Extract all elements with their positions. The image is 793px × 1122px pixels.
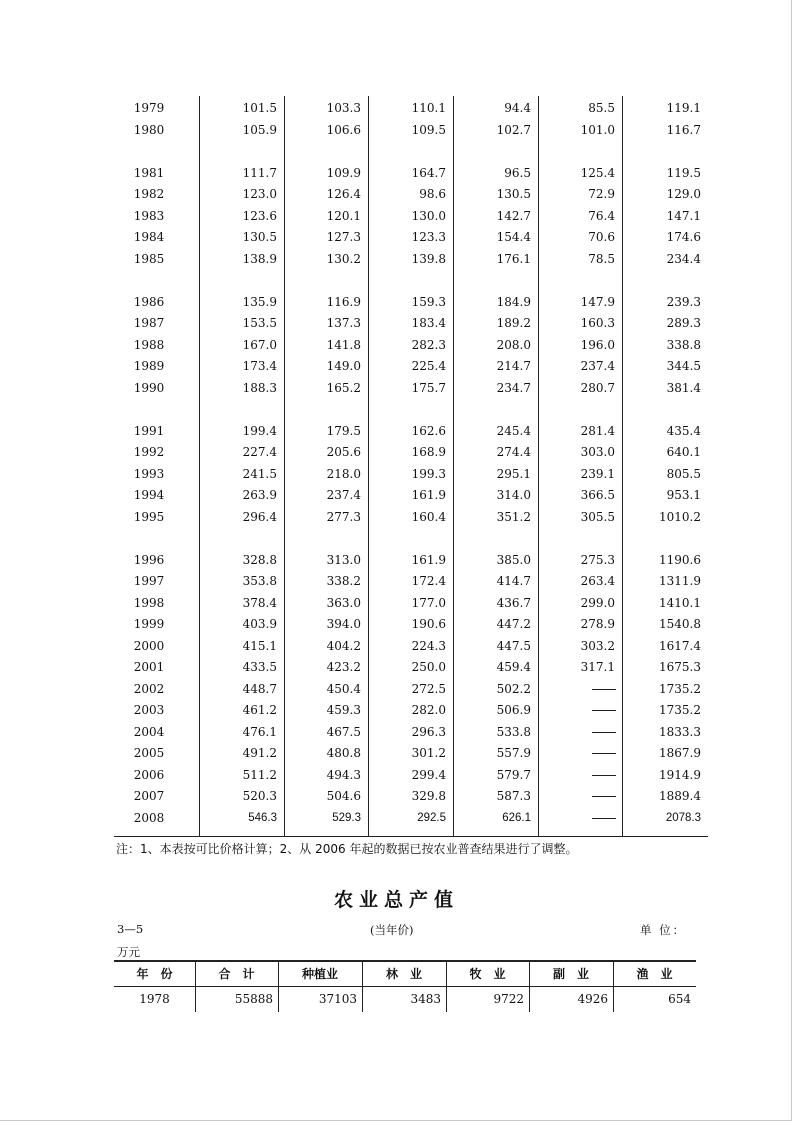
- value-cell: 1540.8: [659, 617, 701, 631]
- value-cell: 225.4: [411, 359, 446, 373]
- value-cell: 314.0: [496, 488, 531, 502]
- table-row: [114, 614, 708, 634]
- value-cell: 557.9: [496, 746, 531, 760]
- value-cell: 423.2: [326, 660, 361, 674]
- table-row: [114, 206, 708, 226]
- table-row: [114, 120, 708, 140]
- value-cell: 126.4: [326, 187, 361, 201]
- value-cell: 234.7: [496, 380, 531, 395]
- value-cell: 147.1: [666, 208, 701, 223]
- year-cell: 2007: [133, 789, 165, 803]
- table-row: [114, 593, 708, 613]
- value-cell: 394.0: [326, 617, 361, 631]
- year-cell: 1981: [133, 165, 165, 180]
- value-cell: 106.6: [326, 122, 361, 137]
- value-cell: 70.6: [588, 230, 615, 244]
- year-cell: 2003: [133, 703, 165, 717]
- value-cell: 103.3: [326, 101, 361, 115]
- table-row: [114, 442, 708, 462]
- value-cell: 129.0: [666, 187, 701, 201]
- value-cell: 141.8: [326, 337, 361, 352]
- year-cell: 1991: [133, 423, 165, 438]
- value-cell: 328.8: [242, 552, 277, 567]
- value-cell: 953.1: [666, 488, 701, 502]
- value-cell: 119.5: [666, 165, 701, 180]
- value-cell: 579.7: [496, 767, 531, 782]
- header-top-rule: [114, 960, 696, 962]
- year-cell: 1990: [133, 380, 165, 395]
- value-cell: 96.5: [504, 165, 531, 180]
- table-row: [114, 335, 708, 355]
- year-cell: 2002: [133, 681, 165, 696]
- value-cell: 78.5: [588, 251, 615, 266]
- table-row: [114, 421, 708, 441]
- value-cell: 110.1: [411, 101, 446, 115]
- value-cell: 447.2: [496, 617, 531, 631]
- value-cell: 275.3: [580, 552, 615, 567]
- table-row: [114, 227, 708, 247]
- value-cell: 154.4: [496, 230, 531, 244]
- value-cell: 123.6: [242, 208, 277, 223]
- value-cell: 111.7: [242, 165, 277, 180]
- value-cell: 435.4: [666, 423, 701, 438]
- value-cell: 119.1: [666, 101, 701, 115]
- price-basis: (当年价): [370, 923, 414, 937]
- value-cell: 403.9: [242, 617, 277, 631]
- value-cell: 159.3: [411, 294, 446, 309]
- value-cell: 272.5: [411, 681, 446, 696]
- value-cell: 404.2: [326, 638, 361, 653]
- value-cell: 626.1: [502, 811, 531, 824]
- value-cell: 189.2: [496, 316, 531, 330]
- unit-label: 单 位：: [640, 923, 687, 937]
- value-cell: 123.0: [242, 187, 277, 201]
- value-cell: 533.8: [496, 724, 531, 739]
- row-1978-husbandry: 9722: [493, 992, 524, 1006]
- value-cell: 344.5: [666, 359, 701, 373]
- value-cell: 282.3: [411, 337, 446, 352]
- value-cell: 504.6: [326, 789, 361, 803]
- value-cell: 177.0: [411, 595, 446, 610]
- value-cell: 317.1: [580, 660, 615, 674]
- value-cell: 245.4: [496, 423, 531, 438]
- value-cell: 123.3: [411, 230, 446, 244]
- value-cell: 480.8: [326, 746, 361, 760]
- value-cell: 176.1: [496, 251, 531, 266]
- table-note: 注：1、本表按可比价格计算；2、从 2006 年起的数据已按农业普查结果进行了调整。: [116, 842, 578, 856]
- value-cell: 461.2: [242, 703, 277, 717]
- value-cell: 184.9: [496, 294, 531, 309]
- value-cell: 116.7: [666, 122, 701, 137]
- value-cell: 101.5: [242, 101, 277, 115]
- value-cell: 506.9: [496, 703, 531, 717]
- value-cell: 263.4: [580, 574, 615, 588]
- value-cell: 109.9: [326, 165, 361, 180]
- unit-value: 万元: [117, 945, 140, 959]
- value-cell: 329.8: [411, 789, 446, 803]
- value-cell: 277.3: [326, 509, 361, 524]
- table-row: [114, 249, 708, 269]
- table-row: [114, 571, 708, 591]
- header-bottom-rule: [114, 986, 696, 987]
- value-cell: 313.0: [326, 552, 361, 567]
- header-crops: 种植业: [301, 967, 338, 981]
- table-row: [114, 765, 708, 785]
- value-cell: 299.0: [580, 595, 615, 610]
- value-cell: 214.7: [496, 359, 531, 373]
- value-cell: 76.4: [588, 208, 615, 223]
- year-cell: 2006: [133, 767, 165, 782]
- value-cell: 199.4: [242, 423, 277, 438]
- value-cell: 183.4: [411, 316, 446, 330]
- value-cell: 237.4: [580, 359, 615, 373]
- value-cell: 109.5: [411, 122, 446, 137]
- value-cell: 303.2: [580, 638, 615, 653]
- value-cell: 167.0: [242, 337, 277, 352]
- value-cell: 224.3: [411, 638, 446, 653]
- header-forestry: 林 业: [385, 967, 422, 981]
- year-cell: 1995: [133, 509, 165, 524]
- value-cell: 448.7: [242, 681, 277, 696]
- value-cell: 139.8: [411, 251, 446, 266]
- value-cell: 165.2: [326, 380, 361, 395]
- value-cell: 174.6: [666, 230, 701, 244]
- year-cell: 1997: [133, 574, 165, 588]
- table-row: [114, 378, 708, 398]
- value-cell: 1735.2: [659, 681, 701, 696]
- value-cell: 502.2: [496, 681, 531, 696]
- value-cell: 459.4: [496, 660, 531, 674]
- value-cell: 130.5: [242, 230, 277, 244]
- value-cell: 241.5: [242, 466, 277, 481]
- value-cell: 450.4: [326, 681, 361, 696]
- value-cell: 175.7: [411, 380, 446, 395]
- value-cell: 199.3: [411, 466, 446, 481]
- year-cell: 1988: [133, 337, 165, 352]
- value-cell: 179.5: [326, 423, 361, 438]
- value-cell: 491.2: [242, 746, 277, 760]
- value-cell: 363.0: [326, 595, 361, 610]
- value-cell: 1410.1: [659, 595, 701, 610]
- value-cell: 263.9: [242, 488, 277, 502]
- value-cell: 135.9: [242, 294, 277, 309]
- value-cell: 433.5: [242, 660, 277, 674]
- table-row: [114, 550, 708, 570]
- value-cell: 137.3: [326, 316, 361, 330]
- value-cell: 278.9: [580, 617, 615, 631]
- value-cell: 447.5: [496, 638, 531, 653]
- value-cell: 385.0: [496, 552, 531, 567]
- value-cell: 1914.9: [659, 767, 701, 782]
- value-cell: 116.9: [326, 294, 361, 309]
- value-cell: 299.4: [411, 767, 446, 782]
- row-1978-crops: 37103: [318, 992, 357, 1006]
- value-cell: 125.4: [580, 165, 615, 180]
- value-cell: 105.9: [242, 122, 277, 137]
- year-cell: 1999: [133, 617, 165, 631]
- value-cell: 164.7: [411, 165, 446, 180]
- value-cell: 338.2: [326, 574, 361, 588]
- year-cell: 1986: [133, 294, 165, 309]
- value-cell: 142.7: [496, 208, 531, 223]
- value-cell: 296.3: [411, 724, 446, 739]
- table-row: [114, 507, 708, 527]
- row-1978-forestry: 3483: [410, 992, 441, 1006]
- value-cell: 459.3: [326, 703, 361, 717]
- value-cell: 168.9: [411, 445, 446, 459]
- value-cell: 1735.2: [659, 703, 701, 717]
- year-cell: 1982: [133, 187, 165, 201]
- value-cell: 338.8: [666, 337, 701, 352]
- year-cell: 1979: [133, 101, 165, 115]
- value-cell: 72.9: [588, 187, 615, 201]
- year-cell: 1998: [133, 595, 165, 610]
- value-cell: 436.7: [496, 595, 531, 610]
- value-cell: 208.0: [496, 337, 531, 352]
- table-row: [114, 700, 708, 720]
- value-cell: 190.6: [411, 617, 446, 631]
- value-cell: 101.0: [580, 122, 615, 137]
- value-cell: 1889.4: [659, 789, 701, 803]
- value-cell: 1311.9: [659, 574, 701, 588]
- value-cell: 476.1: [242, 724, 277, 739]
- value-cell: 147.9: [580, 294, 615, 309]
- value-cell: 172.4: [411, 574, 446, 588]
- value-cell: 1833.3: [659, 724, 701, 739]
- value-cell: 196.0: [580, 337, 615, 352]
- year-cell: 1992: [133, 445, 165, 459]
- value-cell: 289.3: [666, 316, 701, 330]
- year-cell: 1984: [133, 230, 165, 244]
- year-cell: 1989: [133, 359, 165, 373]
- value-cell: 205.6: [326, 445, 361, 459]
- table-row: [114, 657, 708, 677]
- table-row: [114, 722, 708, 742]
- value-cell: 529.3: [332, 811, 361, 824]
- value-cell: 1867.9: [659, 746, 701, 760]
- value-cell: 130.0: [411, 208, 446, 223]
- value-cell: 1675.3: [659, 660, 701, 674]
- table-row: [114, 464, 708, 484]
- value-cell: 1010.2: [659, 509, 701, 524]
- value-cell: 239.1: [580, 466, 615, 481]
- value-cell: 160.3: [580, 316, 615, 330]
- year-cell: 2008: [133, 810, 165, 825]
- table-row: [114, 743, 708, 763]
- value-cell: 162.6: [411, 423, 446, 438]
- value-cell: 805.5: [666, 466, 701, 481]
- table-row: [114, 292, 708, 312]
- year-cell: 1996: [133, 552, 165, 567]
- value-cell: 281.4: [580, 423, 615, 438]
- value-cell: 173.4: [242, 359, 277, 373]
- year-cell: 2000: [133, 638, 165, 653]
- value-cell: 1190.6: [659, 552, 701, 567]
- value-cell: 546.3: [248, 811, 277, 824]
- value-cell: 351.2: [496, 509, 531, 524]
- value-cell: 237.4: [326, 488, 361, 502]
- year-cell: 2005: [133, 746, 165, 760]
- header-husbandry: 牧 业: [469, 967, 506, 981]
- table-row: [114, 163, 708, 183]
- value-cell: 587.3: [496, 789, 531, 803]
- section-title: 农业总产值: [333, 889, 459, 911]
- value-cell: 2078.3: [665, 811, 701, 824]
- header-total: 合 计: [218, 967, 255, 981]
- value-cell: 511.2: [242, 767, 277, 782]
- value-cell: 295.1: [496, 466, 531, 481]
- value-cell: 378.4: [242, 595, 277, 610]
- value-cell: 227.4: [242, 445, 277, 459]
- value-cell: 161.9: [411, 488, 446, 502]
- value-cell: 120.1: [326, 208, 361, 223]
- value-cell: 149.0: [326, 359, 361, 373]
- year-cell: 1993: [133, 466, 165, 481]
- year-cell: 1980: [133, 122, 165, 137]
- value-cell: 415.1: [242, 638, 277, 653]
- table-row: [114, 808, 708, 828]
- table-row: [114, 786, 708, 806]
- value-cell: 414.7: [496, 574, 531, 588]
- value-cell: 282.0: [411, 703, 446, 717]
- row-1978-year: 1978: [139, 992, 170, 1006]
- value-cell: 305.5: [580, 509, 615, 524]
- table-row: [114, 485, 708, 505]
- value-cell: 102.7: [496, 122, 531, 137]
- value-cell: 127.3: [326, 230, 361, 244]
- value-cell: 138.9: [242, 251, 277, 266]
- value-cell: 130.2: [326, 251, 361, 266]
- table-row: [114, 679, 708, 699]
- table-row: [114, 356, 708, 376]
- value-cell: 85.5: [588, 101, 615, 115]
- year-cell: 1983: [133, 208, 165, 223]
- value-cell: 160.4: [411, 509, 446, 524]
- value-cell: 494.3: [326, 767, 361, 782]
- value-cell: 520.3: [242, 789, 277, 803]
- value-cell: 153.5: [242, 316, 277, 330]
- value-cell: 292.5: [417, 811, 446, 824]
- table-row: [114, 98, 708, 118]
- table-number: 3—5: [117, 922, 144, 936]
- value-cell: 280.7: [580, 380, 615, 395]
- value-cell: 301.2: [411, 746, 446, 760]
- value-cell: 467.5: [326, 724, 361, 739]
- header-year: 年 份: [136, 967, 173, 981]
- value-cell: 303.0: [580, 445, 615, 459]
- value-cell: 353.8: [242, 574, 277, 588]
- year-cell: 1987: [133, 316, 165, 330]
- header-sideline: 副 业: [552, 967, 589, 981]
- row-1978-total: 55888: [234, 992, 273, 1006]
- value-cell: 296.4: [242, 509, 277, 524]
- row-1978-sideline: 4926: [577, 992, 608, 1006]
- value-cell: 640.1: [666, 445, 701, 459]
- value-cell: 234.4: [666, 251, 701, 266]
- year-cell: 1985: [133, 251, 165, 266]
- row-1978-fishery: 654: [668, 992, 691, 1006]
- header-fishery: 渔 业: [636, 967, 673, 981]
- value-cell: 381.4: [666, 380, 701, 395]
- table-row: [114, 636, 708, 656]
- table-row: [114, 313, 708, 333]
- value-cell: 130.5: [496, 187, 531, 201]
- value-cell: 274.4: [496, 445, 531, 459]
- value-cell: 188.3: [242, 380, 277, 395]
- value-cell: 161.9: [411, 552, 446, 567]
- table-bottom-rule: [114, 836, 708, 837]
- table-row: [114, 184, 708, 204]
- value-cell: 1617.4: [659, 638, 701, 653]
- value-cell: 250.0: [411, 660, 446, 674]
- value-cell: 239.3: [666, 294, 701, 309]
- value-cell: 366.5: [580, 488, 615, 502]
- year-cell: 1994: [133, 488, 165, 502]
- year-cell: 2004: [133, 724, 165, 739]
- year-cell: 2001: [133, 660, 165, 674]
- value-cell: 94.4: [504, 101, 531, 115]
- value-cell: 218.0: [326, 466, 361, 481]
- value-cell: 98.6: [419, 187, 446, 201]
